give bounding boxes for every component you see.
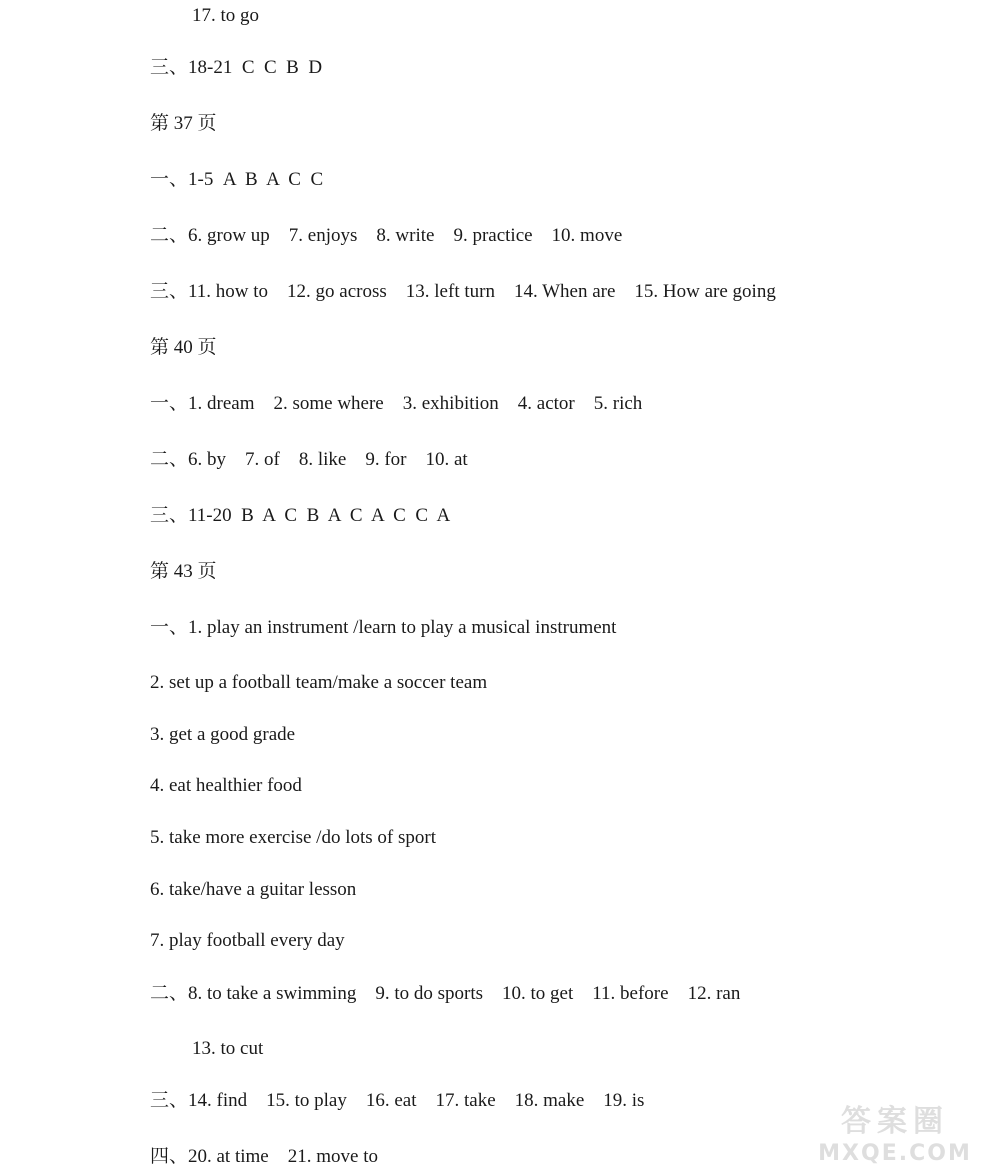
p43-item-2: 2. set up a football team/make a soccer team <box>150 672 488 693</box>
p40-section-one: 一、1. dream 2. some where 3. exhibition 4. actor 5. rich <box>150 393 643 414</box>
answer-line-17: 17. to go <box>192 5 260 26</box>
p37-section-two: 二、6. grow up 7. enjoys 8. write 9. practice 10. move <box>150 225 623 246</box>
p37-section-one: 一、1-5 A B A C C <box>150 169 324 190</box>
p43-item-3: 3. get a good grade <box>150 724 296 745</box>
p40-section-two: 二、6. by 7. of 8. like 9. for 10. at <box>150 449 468 470</box>
site-watermark <box>800 1105 990 1167</box>
watermark-logo-text: 答案圈 <box>841 1104 949 1139</box>
watermark-domain: MXQE.COM <box>818 1141 972 1166</box>
p43-section-two: 二、8. to take a swimming 9. to do sports 10. to get 11. before 12. ran <box>150 983 741 1004</box>
p43-section-one-item-1: 一、1. play an instrument /learn to play a musical instrument <box>150 617 617 638</box>
page-heading-43: 第 43 页 <box>150 561 217 582</box>
section-three-answers: 三、18-21 C C B D <box>150 57 323 78</box>
page-heading-37: 第 37 页 <box>150 113 217 134</box>
p43-item-7: 7. play football every day <box>150 930 345 951</box>
p43-item-6: 6. take/have a guitar lesson <box>150 879 357 900</box>
p37-section-three: 三、11. how to 12. go across 13. left turn 14. When are 15. How are going <box>150 281 776 302</box>
p43-section-two-continued: 13. to cut <box>192 1038 264 1059</box>
p43-section-four: 四、20. at time 21. move to <box>150 1146 378 1167</box>
p43-item-5: 5. take more exercise /do lots of sport <box>150 827 436 848</box>
p43-section-three: 三、14. find 15. to play 16. eat 17. take 18. make 19. is <box>150 1090 645 1111</box>
page-heading-40: 第 40 页 <box>150 337 217 358</box>
p43-item-4: 4. eat healthier food <box>150 775 302 796</box>
p40-section-three: 三、11-20 B A C B A C A C C A <box>150 505 451 526</box>
